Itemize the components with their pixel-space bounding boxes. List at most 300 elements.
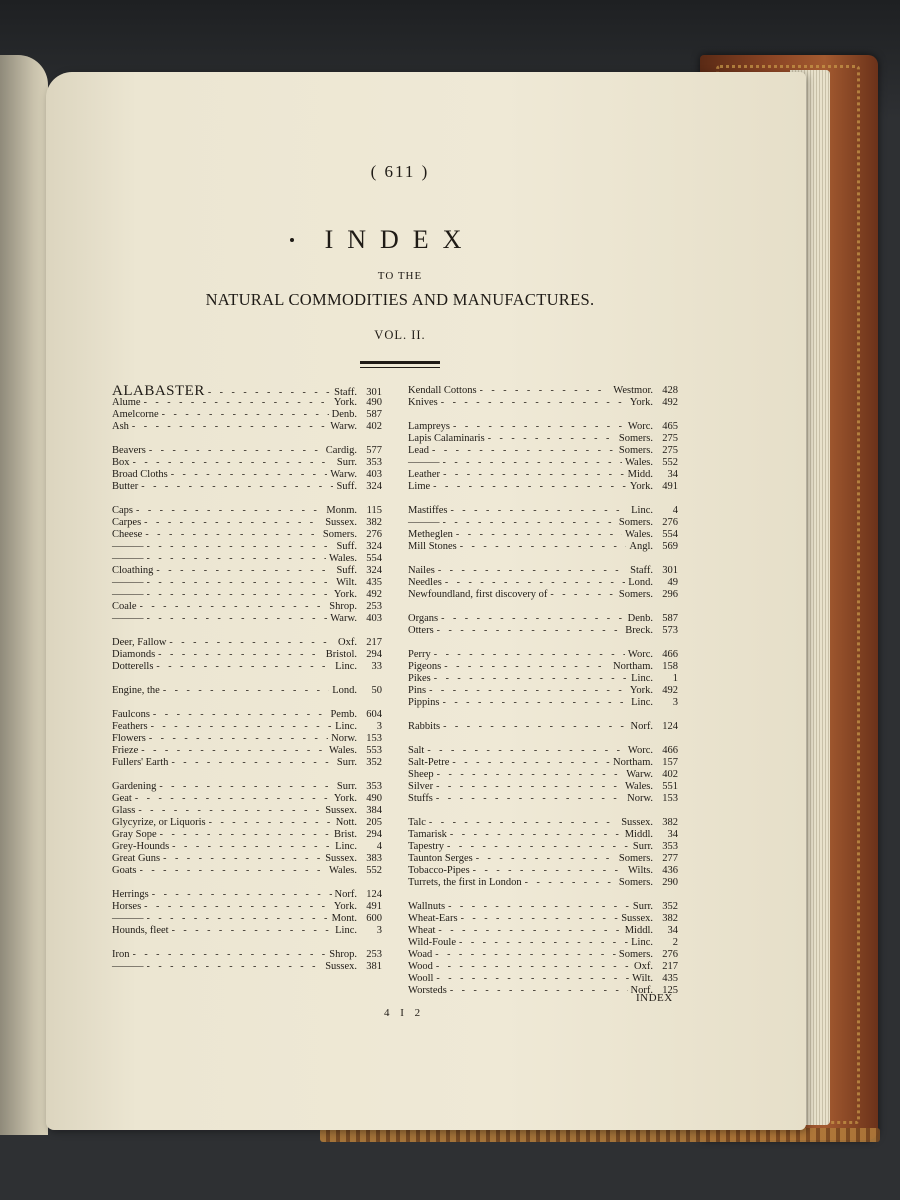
entry-gap [112,697,382,709]
entry-page: 34 [667,925,678,936]
index-entry [112,529,382,541]
index-entry [112,961,382,973]
entry-name: Coale [112,601,137,612]
index-entry [408,541,678,553]
entry-name: Wallnuts [408,901,446,912]
index-entry [112,397,382,409]
entry-county: Staff. [334,387,357,398]
entry-page: 50 [371,685,382,696]
entry-page: 587 [366,409,382,420]
entry-county: Norw. [331,733,357,744]
leader-dots [429,817,618,829]
entry-county: Bristol. [325,649,357,660]
entry-name: ——— [112,589,144,600]
entry-name: Tobacco-Pipes [408,865,470,876]
leader-dots [144,901,331,913]
entry-name: Lead [408,445,429,456]
entry-county: Somers. [618,445,653,456]
entry-name: Lampreys [408,421,450,432]
index-entry [112,613,382,625]
leader-dots [132,421,327,433]
entry-page: 275 [662,433,678,444]
entry-county: Oxf. [634,961,653,972]
entry-county: Surr. [632,901,653,912]
entry-name: Hounds, fleet [112,925,169,936]
index-entry [408,529,678,541]
index-entry [408,757,678,769]
entry-page: 4 [672,505,678,516]
entry-page: 125 [662,985,678,996]
entry-county: Wales. [328,745,357,756]
index-entry [408,565,678,577]
entry-county: Warw. [626,769,653,780]
leader-dots [443,457,622,469]
index-entry [408,577,678,589]
entry-county: York. [333,901,357,912]
entry-county: Wilt. [632,973,653,984]
leader-dots [147,613,328,625]
entry-page: 573 [662,625,678,636]
entry-county: Linc. [335,925,357,936]
entry-name: Taunton Serges [408,853,473,864]
entry-page: 253 [366,601,382,612]
leader-dots [437,625,623,637]
entry-county: Wales. [328,553,357,564]
entry-county: York. [333,397,357,408]
entry-name: ALABASTER [112,383,205,399]
entry-county: York. [629,685,653,696]
index-column-right [408,385,678,997]
index-entry [408,781,678,793]
entry-county: Northam. [613,757,653,768]
leader-dots [172,925,333,937]
entry-name: Geat [112,793,132,804]
entry-county: Wilt. [336,577,357,588]
entry-page: 552 [366,865,382,876]
entry-name: Wheat [408,925,436,936]
leader-dots [209,817,333,829]
leader-dots [452,757,610,769]
leader-dots [434,673,628,685]
leader-dots [427,745,625,757]
entry-page: 382 [662,817,678,828]
gilt-bottom-edge [320,1128,880,1142]
entry-name: Ash [112,421,129,432]
entry-name: Beavers [112,445,146,456]
leader-dots [450,505,628,517]
index-entry [408,421,678,433]
leader-dots [445,577,625,589]
entry-county: Linc. [335,661,357,672]
index-entry [408,961,678,973]
entry-county: Cardig. [325,445,357,456]
entry-gap [112,769,382,781]
index-entry [408,913,678,925]
entry-gap [408,553,678,565]
entry-page: 382 [662,913,678,924]
entry-page: 4 [376,841,382,852]
left-page-edge [0,55,48,1135]
leader-dots [436,961,631,973]
entry-name: Worsteds [408,985,447,996]
entry-county: Worc. [627,649,653,660]
leader-dots [152,889,332,901]
entry-page: 490 [366,397,382,408]
entry-county: Somers. [618,517,653,528]
leader-dots [156,661,332,673]
leader-dots [172,841,332,853]
entry-page: 153 [662,793,678,804]
entry-county: Oxf. [338,637,357,648]
leader-dots [443,469,625,481]
entry-county: Lond. [628,577,653,588]
entry-name: Silver [408,781,434,792]
entry-name: Engine, the [112,685,160,696]
leader-dots [432,445,616,457]
entry-page: 324 [366,481,382,492]
signature-mark: 4 I 2 [384,1007,425,1019]
leader-dots [151,721,333,733]
entry-name: Salt-Petre [408,757,450,768]
leader-dots [133,457,334,469]
entry-name: Sheep [408,769,434,780]
entry-gap [408,637,678,649]
entry-name: Box [112,457,130,468]
entry-page: 435 [366,577,382,588]
entry-name: Frieze [112,745,139,756]
entry-gap [408,805,678,817]
entry-page: 290 [662,877,678,888]
entry-name: ——— [112,913,144,924]
entry-page: 301 [662,565,678,576]
index-entry [112,949,382,961]
entry-county: Surr. [336,457,357,468]
index-entry [112,445,382,457]
entry-county: Somers. [618,949,653,960]
entry-name: Turrets, the first in London [408,877,522,888]
entry-name: Rabbits [408,721,441,732]
leader-dots [459,937,628,949]
entry-name: Mill Stones [408,541,457,552]
entry-name: Talc [408,817,426,828]
entry-gap [408,889,678,901]
entry-name: Wheat-Ears [408,913,458,924]
leader-dots [441,613,624,625]
index-entry [112,565,382,577]
index-entry [408,445,678,457]
entry-page: 384 [366,805,382,816]
index-entry [112,865,382,877]
entry-county: Denb. [627,613,653,624]
leader-dots [147,541,334,553]
index-entry [112,709,382,721]
entry-page: 491 [662,481,678,492]
index-entry [112,589,382,601]
entry-name: Woad [408,949,433,960]
index-entry [112,853,382,865]
entry-page: 352 [662,901,678,912]
entry-page: 352 [366,757,382,768]
entry-name: Great Guns [112,853,161,864]
entry-county: Warw. [330,421,357,432]
index-entry [408,397,678,409]
entry-name: Horses [112,901,142,912]
leader-dots [141,481,333,493]
leader-dots [438,565,627,577]
entry-county: Somers. [618,853,653,864]
index-entry [408,481,678,493]
leader-dots [140,601,327,613]
index-entry [112,733,382,745]
entry-name: Salt [408,745,425,756]
entry-name: Cloathing [112,565,154,576]
leader-dots [136,505,323,517]
entry-county: Northam. [613,661,653,672]
index-entry [112,409,382,421]
leader-dots [441,397,627,409]
leader-dots [149,733,328,745]
index-entry [408,817,678,829]
index-entry [408,649,678,661]
entry-page: 124 [662,721,678,732]
entry-county: Sussex. [621,913,653,924]
leader-dots [443,697,629,709]
leader-dots [153,709,328,721]
entry-name: Herrings [112,889,149,900]
entry-name: ——— [408,457,440,468]
entry-county: Linc. [631,697,653,708]
entry-page: 124 [366,889,382,900]
index-entry [408,793,678,805]
index-entry [112,601,382,613]
leader-dots [145,529,320,541]
entry-name: Amelcorne [112,409,159,420]
entry-county: Sussex. [325,853,357,864]
index-column-left [112,385,382,973]
entry-gap [112,673,382,685]
entry-page: 277 [662,853,678,864]
entry-county: Surr. [336,781,357,792]
entry-page: 301 [366,387,382,398]
index-entry [408,685,678,697]
index-entry [408,949,678,961]
entry-name: ——— [112,961,144,972]
entry-name: Gardening [112,781,157,792]
entry-county: Midd. [627,469,653,480]
entry-county: Worc. [627,421,653,432]
entry-county: Brist. [333,829,357,840]
entry-county: Nott. [335,817,357,828]
entry-county: Lond. [332,685,357,696]
index-entry [408,661,678,673]
index-entry [112,577,382,589]
entry-page: 276 [366,529,382,540]
entry-page: 353 [366,781,382,792]
entry-page: 3 [672,697,678,708]
entry-page: 402 [662,769,678,780]
entry-gap [408,409,678,421]
entry-page: 551 [662,781,678,792]
index-entry [112,829,382,841]
entry-page: 353 [662,841,678,852]
entry-page: 436 [662,865,678,876]
entry-county: Linc. [335,841,357,852]
entry-county: York. [629,481,653,492]
entry-name: Goats [112,865,137,876]
entry-name: Pippins [408,697,440,708]
entry-name: Glass [112,805,136,816]
entry-county: Sussex. [621,817,653,828]
entry-gap [112,433,382,445]
index-entry [408,721,678,733]
index-entry [408,865,678,877]
index-entry [408,877,678,889]
index-entry [408,673,678,685]
entry-name: Leather [408,469,441,480]
index-entry [408,829,678,841]
leader-dots [456,529,622,541]
entry-county: York. [333,589,357,600]
leader-dots [448,901,630,913]
leader-dots [156,565,333,577]
entry-name: ——— [112,553,144,564]
entry-name: Flowers [112,733,146,744]
entry-name: Butter [112,481,139,492]
entry-name: Metheglen [408,529,453,540]
entry-page: 33 [371,661,382,672]
index-entry [112,913,382,925]
entry-name: Needles [408,577,442,588]
entry-name: Lime [408,481,431,492]
index-entry [112,421,382,433]
leader-dots [450,829,622,841]
leader-dots [133,949,327,961]
leader-dots [436,793,624,805]
entry-page: 403 [366,469,382,480]
entry-county: Wales. [624,457,653,468]
entry-page: 466 [662,649,678,660]
entry-page: 569 [662,541,678,552]
entry-name: Perry [408,649,431,660]
index-entry [112,841,382,853]
leader-dots [434,649,625,661]
leader-dots [141,745,326,757]
entry-county: York. [333,793,357,804]
leader-dots [436,781,622,793]
index-entry [408,841,678,853]
entry-county: Monm. [326,505,357,516]
entry-name: Lapis Calaminaris [408,433,485,444]
leader-dots [443,721,627,733]
entry-page: 381 [366,961,382,972]
entry-name: Carpes [112,517,142,528]
entry-name: Pins [408,685,427,696]
index-entry [112,637,382,649]
leader-dots [147,913,329,925]
index-entry [112,901,382,913]
page-number: ( 611 ) [370,162,430,181]
entry-county: Mont. [331,913,357,924]
entry-gap [112,937,382,949]
index-entry [112,553,382,565]
index-entry [408,745,678,757]
entry-page: 428 [662,385,678,396]
entry-name: Wood [408,961,433,972]
index-entry [408,433,678,445]
entry-gap [408,733,678,745]
index-entry [112,805,382,817]
entry-page: 34 [667,829,678,840]
entry-page: 294 [366,829,382,840]
entry-name: Wooll [408,973,434,984]
index-entry [112,721,382,733]
entry-name: ——— [112,541,144,552]
entry-page: 383 [366,853,382,864]
entry-name: Cheese [112,529,143,540]
entry-county: Norf. [630,985,653,996]
entry-gap [408,601,678,613]
leader-dots [158,649,323,661]
index-entry [112,925,382,937]
entry-county: Wales. [624,781,653,792]
entry-county: Middl. [624,925,653,936]
leader-dots [135,793,331,805]
entry-name: Newfoundland, first discovery of [408,589,548,600]
entry-name: Grey-Hounds [112,841,170,852]
entry-county: Surr. [632,841,653,852]
leader-dots [444,661,610,673]
entry-name: Faulcons [112,709,150,720]
index-entry [112,817,382,829]
entry-page: 382 [366,517,382,528]
entry-page: 353 [366,457,382,468]
leader-dots [169,637,335,649]
entry-page: 49 [667,577,678,588]
index-entry [408,697,678,709]
entry-county: Suff. [336,541,357,552]
index-entry [112,469,382,481]
leader-dots [436,973,629,985]
leader-dots [171,469,328,481]
leader-dots [453,421,625,433]
entry-county: Shrop. [329,601,357,612]
entry-gap [112,877,382,889]
entry-page: 205 [366,817,382,828]
entry-county: Wales. [624,529,653,540]
entry-gap [112,625,382,637]
index-entry [408,625,678,637]
entry-county: Somers. [322,529,357,540]
entry-name: Glycyrize, or Liquoris [112,817,206,828]
entry-page: 435 [662,973,678,984]
entry-page: 604 [366,709,382,720]
entry-county: Norw. [627,793,653,804]
entry-county: Warw. [330,613,357,624]
index-entry [408,973,678,985]
catchword: INDEX [636,992,673,1004]
leader-dots [160,829,331,841]
leader-dots [163,853,322,865]
entry-county: Angl. [629,541,653,552]
leader-dots [147,589,331,601]
leader-dots [140,865,326,877]
entry-county: Westmor. [613,385,653,396]
entry-county: Linc. [335,721,357,732]
entry-name: Nailes [408,565,435,576]
leader-dots [147,577,334,589]
leader-dots [144,397,331,409]
entry-page: 553 [366,745,382,756]
